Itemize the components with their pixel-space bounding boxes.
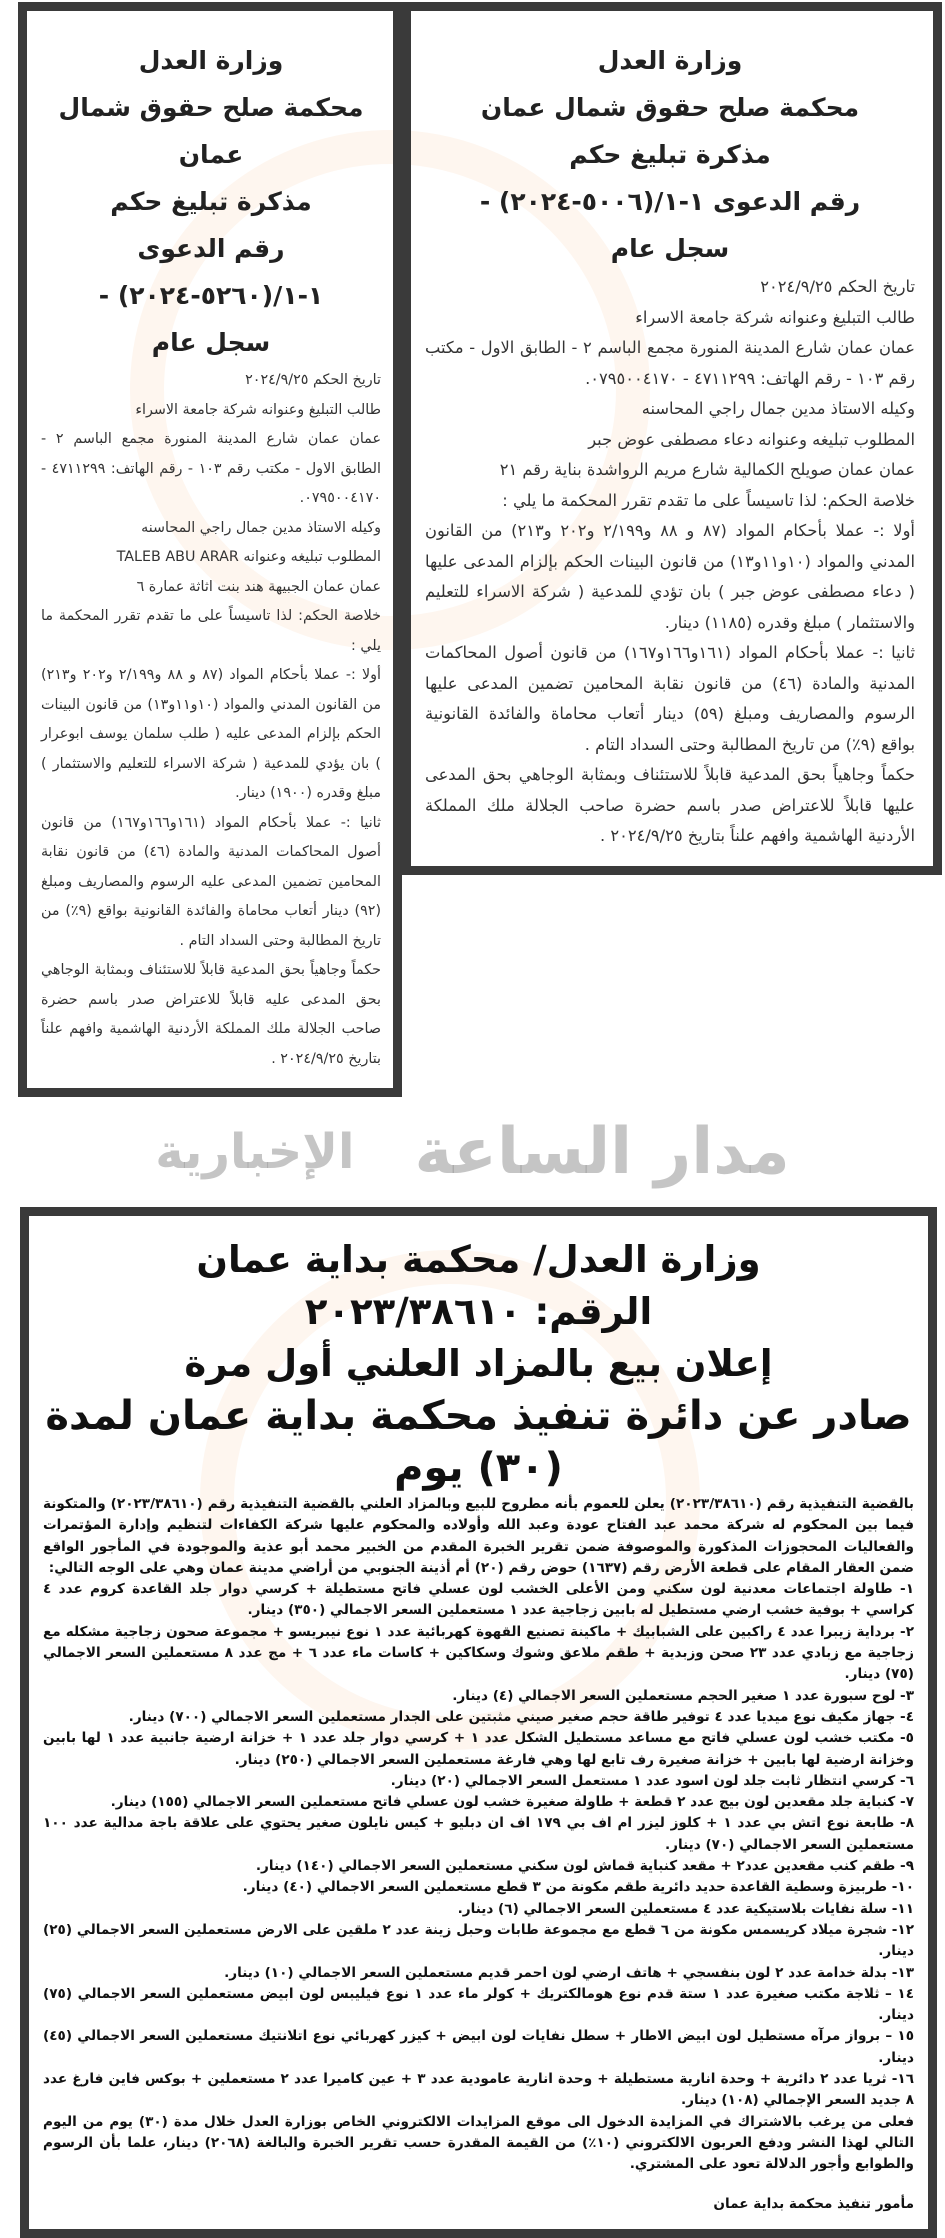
ruling-second: ثانيا :- عملا بأحكام المواد (١٦١و١٦٦و١٦٧) من قانون أصول المحاكمات المدنية والمادة (٤٦) من قانون نقابة المحامين تضمين المدعى عليه الرسوم والمصاريف ومبلغ (٩٢) دينار أتعاب محاماة والفائدة القانونية بواقع (٩٪) من تاريخ المطالبة وحتى السداد التام . (41, 814, 382, 949)
judgment-notice-right (402, 2, 942, 875)
auction-title: إعلان بيع بالمزاد العلني أول مرة (184, 1342, 773, 1385)
judgment-summary: خلاصة الحكم: لذا تاسيساً على ما تقدم تقرر المحكمة ما يلي : (41, 608, 381, 654)
attorney: وكيله الاستاذ مدين جمال راجي المحاسنه (141, 519, 381, 536)
case-number-heading: رقم الدعوى ١-١/(٥٠٠٦-٢٠٢٤) - (479, 187, 861, 216)
judgment-date: تاريخ الحكم ٢٠٢٤/٩/٢٥ (760, 277, 915, 296)
notified-address: عمان عمان الجبيهة هند بنت اثاثة عمارة ٦ (136, 578, 381, 595)
auction-item: ١٠- طربيزة وسطية القاعدة حديد دائرية طقم مكونة من ٣ قطع مستعملين السعر الاجمالي (٤٠) دينار. (242, 1879, 914, 1896)
auction-item: ١٥ – برواز مرآه مستطيل لون ابيض الاطار + سطل نفايات لون ابيض + كيزر كهربائي نوع اتلانتيك مستعملين السعر الاجمالي (٤٥) دينار. (43, 2028, 914, 2066)
auction-closing: فعلى من يرغب بالاشتراك في المزايدة الدخول الى موقع المزايدات الالكتروني الخاص بوزارة العدل خلال مدة (٣٠) يوم من اليوم التالي لهذا النشر ودفع العربون الالكتروني (١٠٪) من القيمة المقدرة حسب تقرير الخبرة والبالغة (٢٠٦٨) دينار، علما بأن الرسوم والطوابع وأجور الدلالة تعود على المشتري. (43, 2113, 914, 2173)
ruling-first: أولا :- عملا بأحكام المواد (٨٧ و ٨٨ و٢/١٩٩ و٢٠٢ و٢١٣) من القانون المدني والمواد (١٠و١١و١٣) من قانون البينات الحكم بإلزام المدعى عليه ( طلب سلمان يوسف ابوعرار ) بان يؤدي للمدعية ( شركة الاسراء للتعليم والاستثمار ) مبلغ وقدره (١٩٠٠) دينار. (41, 667, 382, 801)
auction-item: ٩- طقم كنب مقعدين عدد٢ + مقعد كنباية قماش لون سكني مستعملين السعر الاجمالي (١٤٠) دينار. (255, 1858, 914, 1875)
auction-item: ١٣- بدلة خدامة عدد ٢ لون بنفسجي + هاتف ارضي لون احمر قديم مستعملين السعر الاجمالي (١٠) دينار. (224, 1964, 914, 1981)
court-heading: محكمة صلح حقوق شمال عمان (58, 93, 364, 169)
ruling-closing: حكماً وجاهياً بحق المدعية قابلاً للاستئناف وبمثابة الوجاهي بحق المدعى عليه قابلاً للاعتراض صدر باسم حضرة صاحب الجلالة ملك المملكة الأردنية الهاشمية وافهم علناً بتاريخ ٢٠٢٤/٩/٢٥ . (41, 962, 381, 1067)
ministry-heading: وزارة العدل (597, 46, 743, 75)
judgment-summary: خلاصة الحكم: لذا تاسيساً على ما تقدم تقرر المحكمة ما يلي : (502, 490, 915, 510)
auction-item: ١٦- ثريا عدد ٢ دائرية + وحدة انارية مستطيلة + وحدة انارية عامودية عدد ٣ + عين كاميرا عدد ٢ مستعملين + بوكس فاين فارغ عدد ٨ جديد السعر الإجمالي (١٠٨) دينار. (43, 2071, 914, 2109)
judgment-notice-left (18, 2, 402, 1097)
auction-intro: بالقضية التنفيذية رقم (٢٠٢٣/٣٨٦١٠) يعلن للعموم بأنه مطروح للبيع وبالمزاد العلني بالقضية التنفيذية رقم (٢٠٢٣/٣٨٦١٠) والمتكونة فيما بين المحكوم له شركة محمد عبد الفتاح عودة وعبد الله وأولاده والمحكوم عليها شركة الكفاءات لتنظيم وإدارة المؤتمرات والفعاليات المحجوزات المذكورة والموصوفة ضمن تقرير الخبرة المقدم من الخبير محمد أبو عذية والموجودة في المأجور الواقع ضمن العقار المقام على قطعة الأرض رقم (١٦٣٧) حوض رقم (٢٠) أم أذينة الجنوبي من أراضي مدينة عمان وهي على الوجه التالي: (43, 1496, 914, 1576)
auction-item: ٣- لوح سبورة عدد ١ صغير الحجم مستعملين السعر الاجمالي (٤) دينار. (452, 1687, 914, 1704)
auction-number: الرقم: ٢٠٢٣/٣٨٦١٠ (304, 1290, 653, 1333)
auction-subtitle: صادر عن دائرة تنفيذ محكمة بداية عمان لمدة (٣٠) يوم (45, 1393, 912, 1491)
ministry-heading: وزارة العدل (138, 46, 284, 75)
register-heading: سجل عام (610, 234, 730, 263)
watermark-subtitle: الإخبارية (155, 1124, 355, 1180)
auction-item: ٢- برداية زيبرا عدد ٤ راكبين على الشبابيك + ماكينة تصنيع القهوة كهربائية عدد ١ نوع نيبريسو + مجموعة صحون زجاجية مشكله مع زجاجية مع زبادي عدد ٢٣ صحن وزبدية + طقم ملاعق وشوك وسكاكين + كاسات ماء عدد ٦ + مج عدد ٨ مستعملين السعر الاجمالي (٧٥) دينار. (43, 1623, 915, 1683)
auction-item: ١٤ – ثلاجة مكتب صغيرة عدد ١ ستة قدم نوع هومالكتريك + كولر ماء عدد ١ نوع فيليبس لون ابيض مستعملين السعر الاجمالي (٧٥) دينار. (43, 1985, 915, 2024)
register-heading: سجل عام (151, 328, 271, 357)
auction-items-list (43, 1579, 914, 2111)
attorney: وكيله الاستاذ مدين جمال راجي المحاسنه (641, 399, 915, 418)
auction-item: ٨- طابعة نوع اتش بي عدد ١ + كلوز ليزر ام اف بي ١٧٩ اف ان دبليو + كيس نايلون صغير يحتوي على علاقة باجة مدالية عدد ١٠٠ مستعملين السعر الاجمالي (٧٠) دينار. (43, 1815, 914, 1853)
auction-notice (20, 1207, 937, 2238)
top-notices-row (18, 2, 945, 1097)
auction-signature: مأمور تنفيذ محكمة بداية عمان (713, 2195, 914, 2212)
auction-ministry-heading: وزارة العدل/ محكمة بداية عمان (196, 1238, 761, 1281)
notified-party: المطلوب تبليغه وعنوانه TALEB ABU ARAR (116, 549, 381, 565)
ruling-second: ثانيا :- عملا بأحكام المواد (١٦١و١٦٦و١٦٧) من قانون أصول المحاكمات المدنية والمادة (٤٦) من قانون نقابة المحامين تضمين المدعى عليها الرسوم والمصاريف ومبلغ (٥٩) دينار أتعاب محاماة والفائدة القانونية بواقع (٩٪) من تاريخ المطالبة وحتى السداد التام . (425, 643, 916, 754)
requester-address: عمان عمان شارع المدينة المنورة مجمع الباسم ٢ - الطابق الاول - مكتب رقم ١٠٣ - رقم الهاتف: ٤٧١١٢٩٩ - ٠٧٩٥٠٠٤١٧٠. (425, 338, 916, 388)
requester-address: عمان عمان شارع المدينة المنورة مجمع الباسم ٢ - الطابق الاول - مكتب رقم ١٠٣ - رقم الهاتف: ٤٧١١٢٩٩ - ٠٧٩٥٠٠٤١٧٠. (41, 431, 381, 506)
auction-item: ١٢- شجرة ميلاد كريسمس مكونة من ٦ قطع مع مجموعة طابات وحبل زينة عدد ٢ ملقين على الارض مستعملين السعر الاجمالي (٢٥) دينار. (43, 1921, 915, 1960)
requester: طالب التبليغ وعنوانه شركة جامعة الاسراء (135, 401, 381, 418)
auction-item: ٧- كنباية جلد مقعدين لون بيج عدد ٢ قطعة + طاولة صغيرة خشب لون عسلي فاتح مستعملين السعر الاجمالي (١٥٥) دينار. (110, 1794, 914, 1811)
case-number-heading: رقم الدعوى ١-١/(٥٢٦٠-٢٠٢٤) - (98, 234, 324, 310)
judgment-date: تاريخ الحكم ٢٠٢٤/٩/٢٥ (245, 372, 381, 388)
auction-item: ٤- جهاز مكيف نوع ميديا عدد ٤ توفير طاقة حجم صغير صيني مثبتين على الجدار مستعملين السعر الاجمالي (٧٠٠) دينار. (128, 1708, 914, 1725)
ruling-closing: حكماً وجاهياً بحق المدعية قابلاً للاستئناف وبمثابة الوجاهي بحق المدعى عليها قابلاً للاعتراض صدر باسم حضرة صاحب الجلالة ملك المملكة الأردنية الهاشمية وافهم علناً بتاريخ ٢٠٢٤/٩/٢٥ . (425, 765, 915, 845)
court-heading: محكمة صلح حقوق شمال عمان (480, 93, 860, 122)
document-type-heading: مذكرة تبليغ حكم (569, 140, 771, 169)
ruling-first: أولا :- عملا بأحكام المواد (٨٧ و ٨٨ و٢/١٩٩ و٢٠٢ و٢١٣) من القانون المدني والمواد (١٠و١١و١٣) من قانون البينات الحكم بإلزام المدعى عليها ( دعاء مصطفى عوض جبر ) بان تؤدي للمدعية ( شركة الاسراء للتعليم والاستثمار ) مبلغ وقدره (١١٨٥) دينار. (425, 521, 915, 632)
auction-item: ١١- سلة نفايات بلاستيكية عدد ٤ مستعملين السعر الاجمالي (٦) دينار. (457, 1900, 914, 1917)
requester: طالب التبليغ وعنوانه شركة جامعة الاسراء (635, 307, 915, 327)
auction-item: ٥- مكتب خشب لون عسلي فاتح مع مساعد مستطيل الشكل عدد ١ + كرسي دوار جلد عدد ١ + خزانة ارضية جانبية عدد ١ لها بابين وخزانة ارضية لها بابين + خزانة صغيرة رف تابع لها وهي فارغة مستعملين السعر الاجمالي (٢٥٠) دينار. (43, 1730, 914, 1768)
auction-item: ١- طاولة اجتماعات معدنية لون سكني ومن الأعلى الخشب لون عسلي فاتح مستطيلة + كرسي دوار جلد القاعدة كروم عدد ٤ كراسي + بوفية خشب ارضي مستطيل له بابين زجاجية عدد ١ مستعملين السعر الاجمالي (٣٥٠) دينار. (43, 1581, 914, 1619)
document-type-heading: مذكرة تبليغ حكم (110, 187, 312, 216)
watermark-strip (0, 1097, 945, 1207)
auction-item: ٦- كرسي انتظار ثابت جلد لون اسود عدد ١ مستعمل السعر الاجمالي (٢٠) دينار. (390, 1772, 914, 1789)
notified-party: المطلوب تبليغه وعنوانه دعاء مصطفى عوض جبر (588, 429, 915, 449)
watermark-brand: مدار الساعة (414, 1115, 790, 1189)
notified-address: عمان عمان صويلح الكمالية شارع مريم الرواشدة بناية رقم ٢١ (499, 460, 915, 479)
